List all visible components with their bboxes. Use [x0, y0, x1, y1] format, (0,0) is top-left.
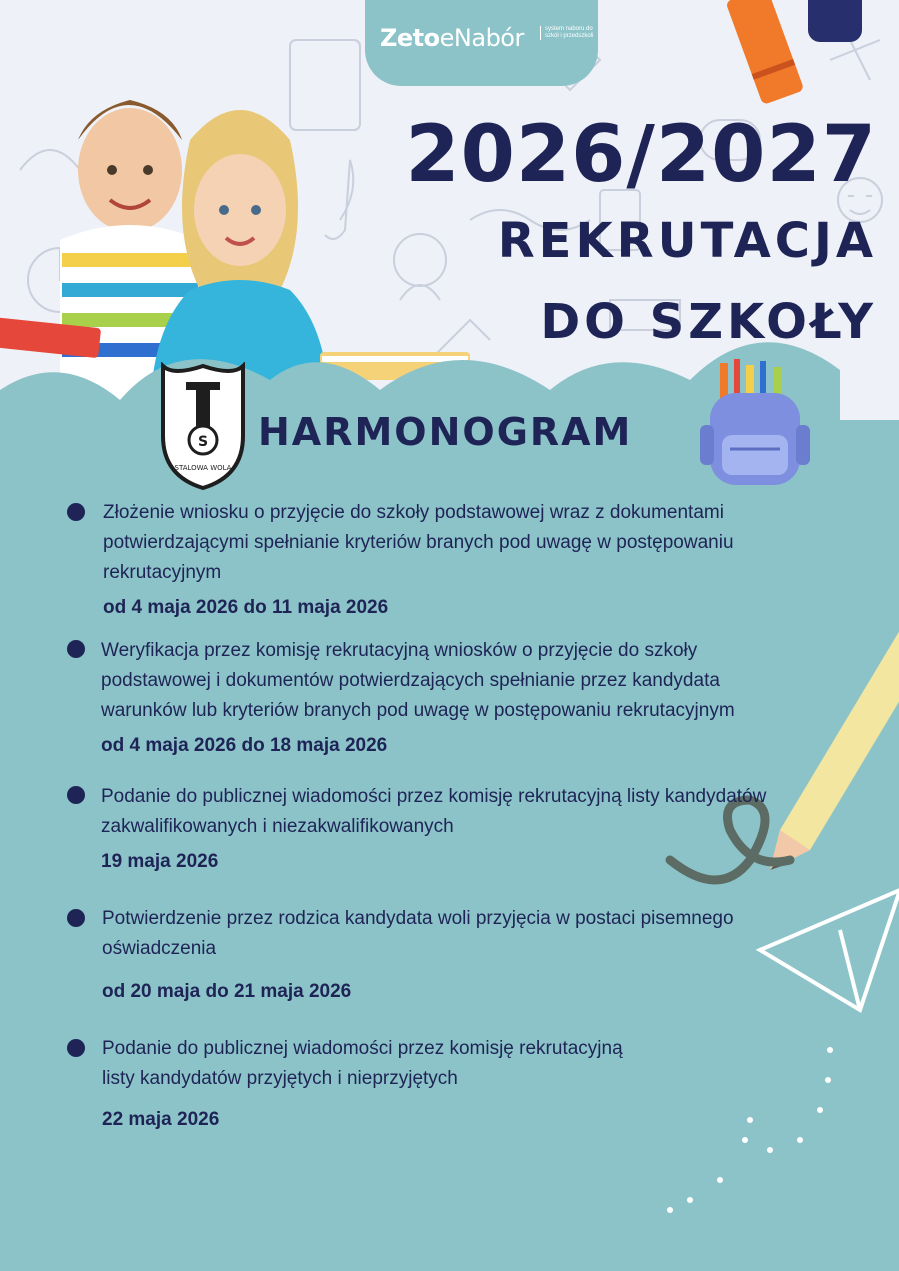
- school-emblem-logo: [158, 362, 248, 492]
- schedule-description: [102, 904, 734, 964]
- schedule-date: od 20 maja do 21 maja 2026: [102, 981, 352, 1002]
- schedule-line: Podanie do publicznej wiadomości przez komisję rekrutacyjną listy kandydatów: [101, 786, 767, 807]
- bullet-icon: [67, 1039, 85, 1057]
- schedule-line: Potwierdzenie przez rodzica kandydata woli przyjęcia w postaci pisemnego: [102, 908, 734, 929]
- schedule-description: [101, 782, 766, 842]
- bullet-icon: [67, 909, 85, 927]
- schedule-line: Weryfikacja przez komisję rekrutacyjną wniosków o przyjęcie do szkoły: [101, 640, 698, 661]
- schedule-line: rekrutacyjnym: [103, 562, 222, 583]
- svg-text:S: S: [197, 434, 209, 450]
- title-line-2: DO SZKOŁY: [540, 294, 877, 350]
- schedule-line: listy kandydatów przyjętych i nieprzyjętych: [102, 1068, 458, 1089]
- brand-tagline: system naboru do szkół i przedszkoli: [540, 26, 601, 40]
- schedule-line: oświadczenia: [102, 938, 217, 959]
- schedule-date: 22 maja 2026: [102, 1109, 220, 1130]
- backpack-icon: [700, 355, 820, 495]
- schedule-line: podstawowej i dokumentów potwierdzających spełnianie przez kandydata: [101, 670, 720, 691]
- schedule-line: warunków lub kryteriów branych pod uwagę w postępowaniu rekrutacyjnym: [101, 700, 735, 721]
- schedule-line: Podanie do publicznej wiadomości przez komisję rekrutacyjną: [102, 1038, 623, 1059]
- markers-illustration: [720, 0, 899, 120]
- brand-name-main: Zeto: [380, 24, 440, 52]
- schedule-line: Złożenie wniosku o przyjęcie do szkoły podstawowej wraz z dokumentami: [103, 502, 724, 523]
- brand-logo: [380, 24, 524, 52]
- schedule-description: [103, 498, 734, 588]
- section-title: HARMONOGRAM: [258, 410, 633, 454]
- bullet-icon: [67, 640, 85, 658]
- brand-name-sub: eNabór: [439, 24, 524, 52]
- schedule-line: potwierdzającymi spełnianie kryteriów branych pod uwagę w postępowaniu: [103, 532, 734, 553]
- bullet-icon: [67, 503, 85, 521]
- schedule-date: od 4 maja 2026 do 18 maja 2026: [101, 735, 388, 756]
- schedule-description: [102, 1034, 623, 1094]
- schedule-date: od 4 maja 2026 do 11 maja 2026: [103, 597, 389, 618]
- emblem-text: STALOWA WOLA: [174, 464, 232, 472]
- bullet-icon: [67, 786, 85, 804]
- schedule-line: zakwalifikowanych i niezakwalifikowanych: [101, 816, 454, 837]
- schedule-description: [101, 636, 735, 726]
- title-line-1: REKRUTACJA: [497, 213, 877, 269]
- schedule-date: 19 maja 2026: [101, 851, 219, 872]
- title-year: 2026/2027: [405, 110, 877, 200]
